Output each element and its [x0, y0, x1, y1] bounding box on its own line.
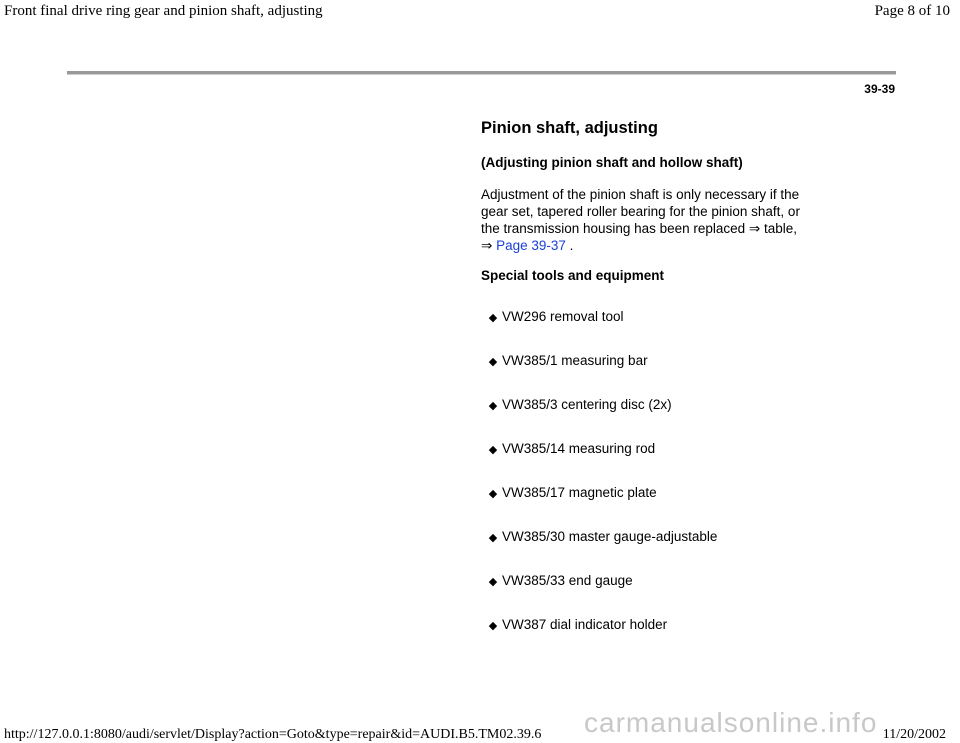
section-subtitle: (Adjusting pinion shaft and hollow shaft)	[481, 155, 743, 170]
list-item: ◆ VW385/33 end gauge	[488, 572, 633, 591]
list-item: ◆ VW385/3 centering disc (2x)	[488, 396, 672, 415]
list-item: ◆ VW296 removal tool	[488, 308, 624, 327]
tools-heading: Special tools and equipment	[481, 268, 665, 283]
footer-url: http://127.0.0.1:8080/audi/servlet/Display?action=Goto&type=repair&id=AUDI.B5.TM02.39.6	[4, 727, 542, 742]
header-rule	[67, 71, 896, 75]
document-title: Front final drive ring gear and pinion shaft, adjusting	[4, 3, 323, 19]
diamond-bullet-icon: ◆	[488, 356, 498, 368]
diamond-bullet-icon: ◆	[488, 400, 498, 412]
list-item: ◆ VW387 dial indicator holder	[488, 616, 667, 635]
page-number: 39-39	[864, 82, 895, 96]
section-content	[481, 117, 811, 285]
list-item: ◆ VW385/17 magnetic plate	[488, 484, 657, 503]
page-link[interactable]: Page 39-37	[496, 238, 566, 253]
page-indicator: Page 8 of 10	[874, 3, 950, 19]
footer-date: 11/20/2002	[882, 727, 946, 742]
diamond-bullet-icon: ◆	[488, 444, 498, 456]
diamond-bullet-icon: ◆	[488, 620, 498, 632]
diamond-bullet-icon: ◆	[488, 488, 498, 500]
diamond-bullet-icon: ◆	[488, 312, 498, 324]
intro-end: .	[565, 238, 574, 253]
section-title: Pinion shaft, adjusting	[481, 119, 658, 137]
list-item: ◆ VW385/30 master gauge-adjustable	[488, 528, 717, 547]
intro-text: Adjustment of the pinion shaft is only necessary if the gear set, tapered roller bearing for the pinion shaft, or the transmission housing has been replaced ⇒ table, ⇒	[481, 187, 800, 253]
intro-paragraph	[481, 186, 811, 254]
diamond-bullet-icon: ◆	[488, 532, 498, 544]
watermark: carmanualsonline.info	[584, 707, 878, 738]
diamond-bullet-icon: ◆	[488, 576, 498, 588]
list-item: ◆ VW385/1 measuring bar	[488, 352, 648, 371]
list-item: ◆ VW385/14 measuring rod	[488, 440, 655, 459]
